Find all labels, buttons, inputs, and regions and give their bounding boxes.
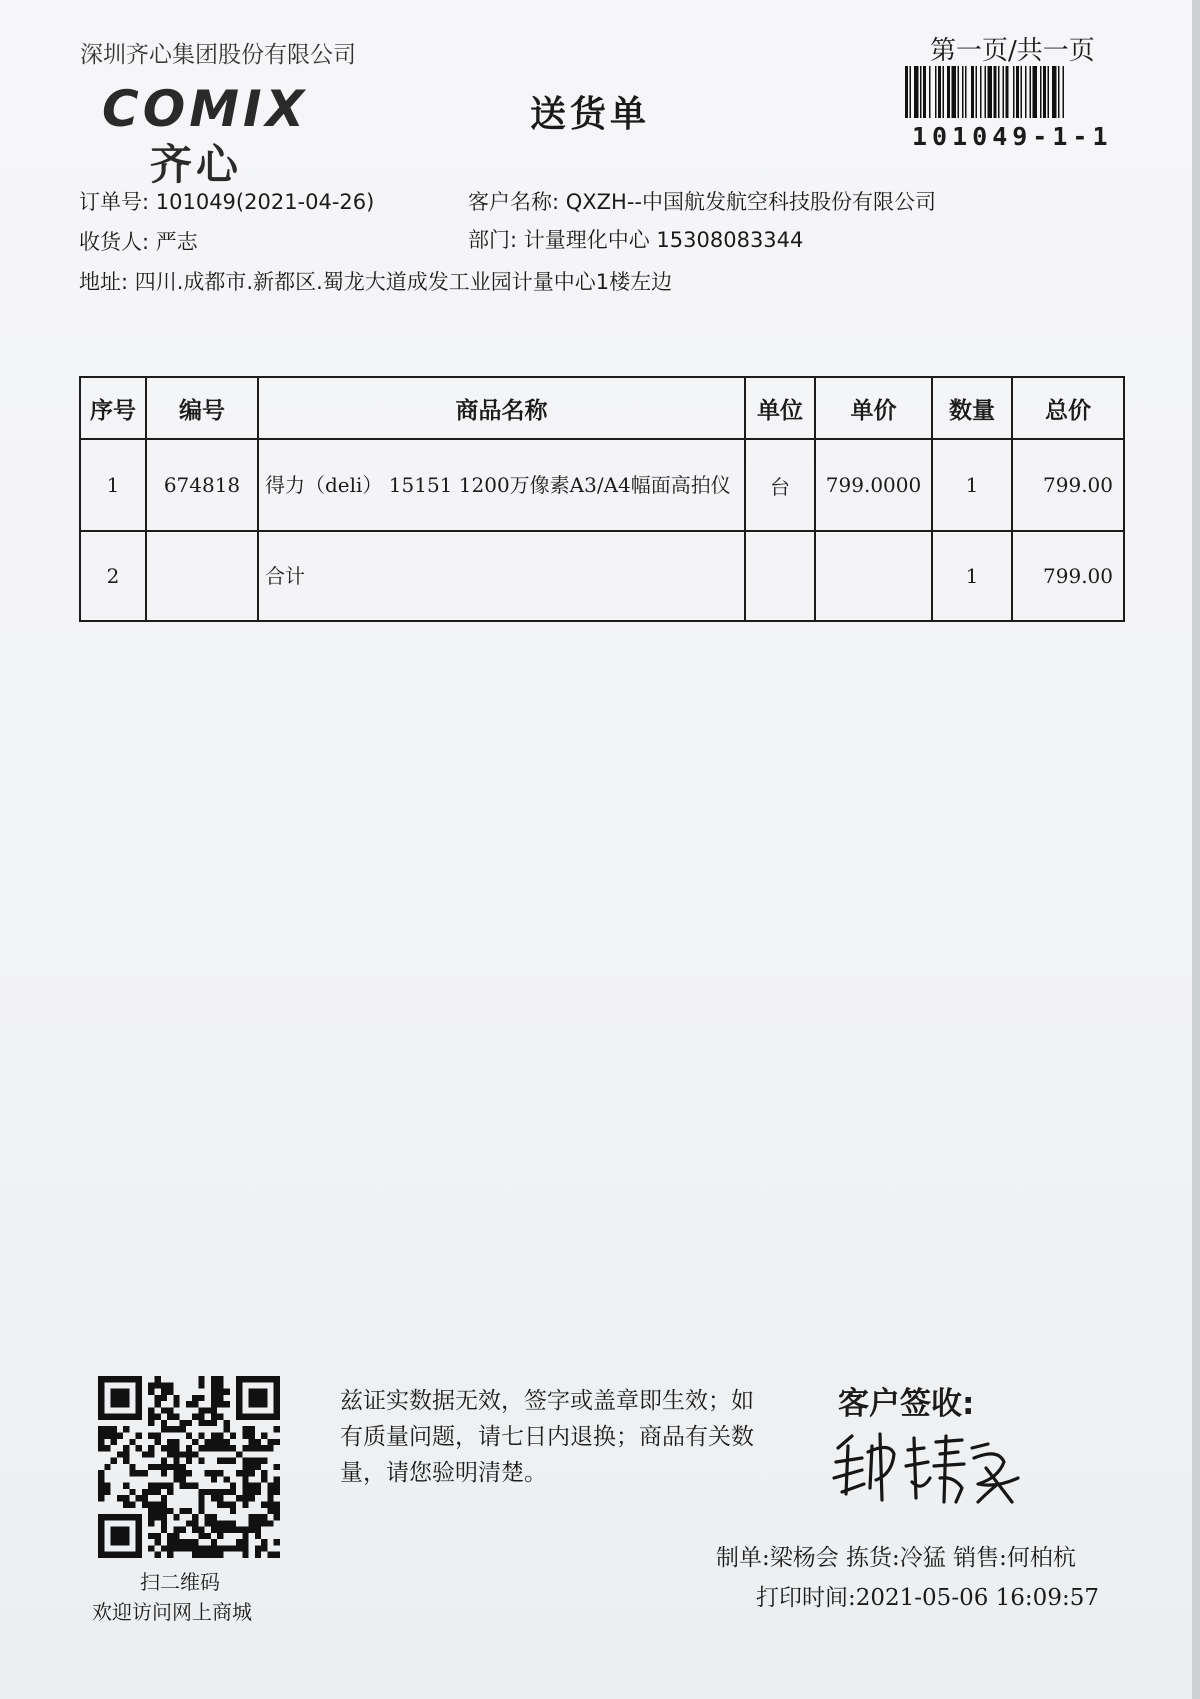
cell-code bbox=[146, 531, 258, 621]
receiver: 收货人: 严志 bbox=[79, 230, 198, 254]
col-header-total: 总价 bbox=[1012, 377, 1124, 439]
cell-seq: 2 bbox=[80, 531, 146, 621]
table-header-row bbox=[80, 377, 1124, 439]
col-header-code: 编号 bbox=[146, 377, 258, 439]
items-table bbox=[79, 376, 1125, 622]
address: 地址: 四川.成都市.新都区.蜀龙大道成发工业园计量中心1楼左边 bbox=[79, 270, 673, 294]
comix-logo bbox=[102, 80, 308, 138]
department: 部门: 计量理化中心 15308083344 bbox=[468, 228, 804, 252]
handwritten-signature bbox=[828, 1418, 1028, 1508]
document-title: 送货单 bbox=[530, 94, 651, 135]
cell-price bbox=[815, 531, 932, 621]
logo-text-en: COMIX bbox=[102, 80, 309, 138]
cell-qty: 1 bbox=[932, 439, 1012, 531]
staff-info: 制单:梁杨会 拣货:冷猛 销售:何柏杭 bbox=[716, 1545, 1076, 1571]
logo-text-cn: 齐心 bbox=[150, 140, 243, 189]
col-header-qty: 数量 bbox=[932, 377, 1012, 439]
col-header-name: 商品名称 bbox=[258, 377, 745, 439]
cell-total: 799.00 bbox=[1012, 531, 1124, 621]
cell-qty: 1 bbox=[932, 531, 1012, 621]
qr-caption-mall: 欢迎访问网上商城 bbox=[92, 1600, 252, 1624]
print-time: 打印时间:2021-05-06 16:09:57 bbox=[756, 1585, 1099, 1611]
cell-code: 674818 bbox=[146, 439, 258, 531]
cell-seq: 1 bbox=[80, 439, 146, 531]
cell-unit: 台 bbox=[745, 439, 815, 531]
table-row bbox=[80, 531, 1124, 621]
qr-caption: 扫二维码 bbox=[140, 1570, 220, 1594]
cell-name: 得力（deli） 15151 1200万像素A3/A4幅面高拍仪 bbox=[258, 439, 745, 531]
barcode-icon bbox=[905, 66, 1123, 118]
col-header-seq: 序号 bbox=[80, 377, 146, 439]
cell-name: 合计 bbox=[258, 531, 745, 621]
qr-code-icon bbox=[98, 1376, 280, 1558]
page-indicator: 第一页/共一页 bbox=[930, 36, 1095, 66]
company-name: 深圳齐心集团股份有限公司 bbox=[80, 42, 356, 68]
cell-total: 799.00 bbox=[1012, 439, 1124, 531]
order-number: 订单号: 101049(2021-04-26) bbox=[79, 190, 375, 214]
customer-name: 客户名称: QXZH--中国航发航空科技股份有限公司 bbox=[468, 190, 936, 214]
col-header-unit: 单位 bbox=[745, 377, 815, 439]
cell-unit bbox=[745, 531, 815, 621]
table-row bbox=[80, 439, 1124, 531]
notice-text: 兹证实数据无效，签字或盖章即生效；如有质量问题，请七日内退换；商品有关数量，请您验明清楚。 bbox=[340, 1388, 754, 1486]
col-header-price: 单价 bbox=[815, 377, 932, 439]
barcode-number: 101049-1-1 bbox=[912, 122, 1113, 151]
cell-price: 799.0000 bbox=[815, 439, 932, 531]
customer-sign-label: 客户签收: bbox=[838, 1386, 975, 1422]
